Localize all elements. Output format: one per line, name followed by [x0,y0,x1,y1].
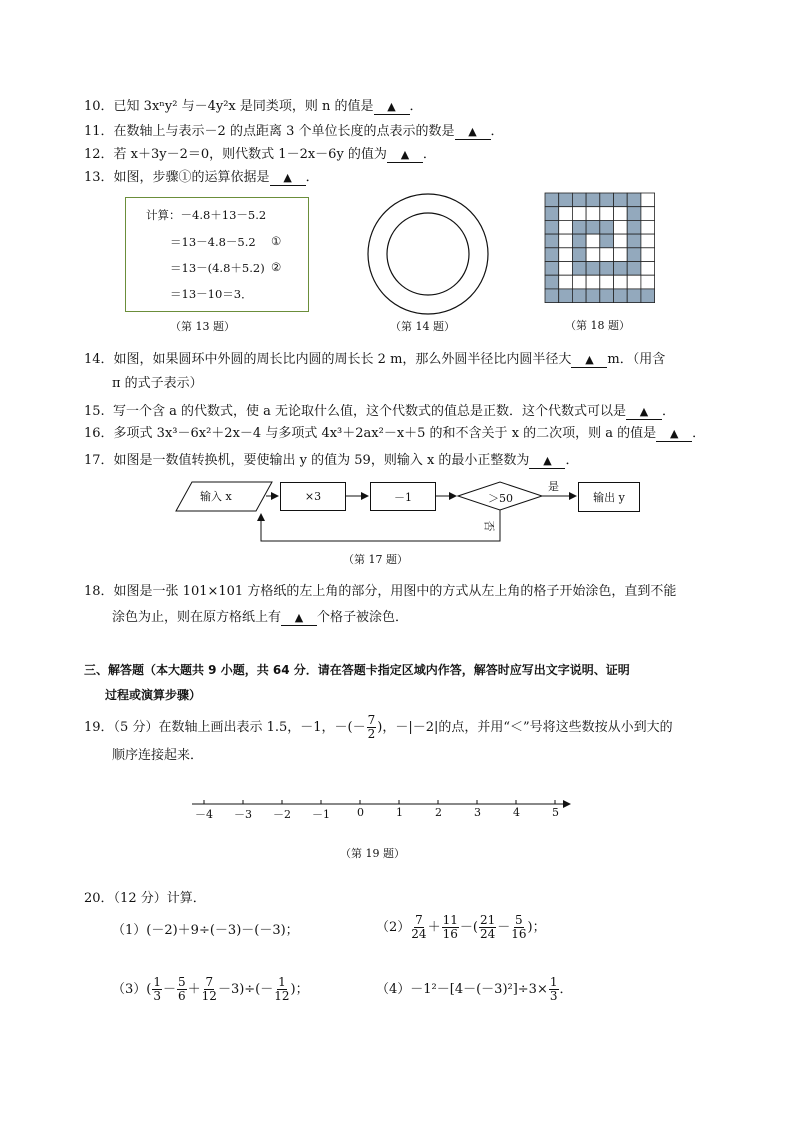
answer-blank: ▲ [626,405,662,420]
number-line-label: 2 [435,806,442,819]
question-18-cont: 涂色为止，则在原方格纸上有 ▲ 个格子被涂色． [112,610,409,625]
grid-cell [559,289,573,303]
answer-blank: ▲ [656,427,692,442]
grid-cell [614,248,628,262]
number-line-label: 1 [396,806,403,819]
number-line-label: －4 [195,808,213,821]
grid-cell [600,234,614,248]
grid-cell [572,193,586,207]
grid-cell [545,193,559,207]
number-line-label: 4 [513,806,520,819]
flow-output: 输出 y [578,482,640,512]
grid-cell [627,193,641,207]
number-line-label: －2 [273,808,291,821]
grid-cell [545,207,559,221]
question-20: 20．（12 分）计算． [84,891,206,906]
caption-14: （第 14 题） [390,320,455,333]
grid-cell [572,207,586,221]
grid-cell [572,275,586,289]
answer-blank: ▲ [270,171,306,186]
grid-cell [627,234,641,248]
grid-cell [559,234,573,248]
grid-cell [627,275,641,289]
number-line-label: －1 [312,808,330,821]
number-line-label: 5 [552,806,559,819]
grid-cell [614,193,628,207]
grid-cell [586,234,600,248]
grid-cell [641,289,655,303]
question-12: 12．若 x＋3y－2＝0，则代数式 1－2x－6y 的值为 ▲ ． [84,147,436,162]
question-19-cont: 顺序连接起来． [112,748,204,763]
grid-cell [641,234,655,248]
flow-condition: ＞50 [488,492,513,505]
grid-cell [600,193,614,207]
answer-blank: ▲ [571,353,607,368]
calc-line-2: ＝13－4.8－5.2 [170,235,256,249]
calc-line-1: 计算：－4.8＋13－5.2 [146,208,267,222]
grid-cell [641,207,655,221]
grid-cell [627,262,641,276]
grid-cell [614,289,628,303]
grid-cell [600,207,614,221]
grid-cell [586,220,600,234]
question-17: 17．如图是一数值转换机，要使输出 y 的值为 59，则输入 x 的最小正整数为 ▲ ． [84,453,579,468]
part-3: （3）( $\frac{1}{3}$ － $\frac{5}{6}$ ＋ $\frac{7}{12}$ －3)÷(－ $\frac{1}{12}$ )； [112,975,309,1003]
question-14: 14．如图，如果圆环中外圆的周长比内圆的周长长 2 m，那么外圆半径比内圆半径大 ▲ m．（用含 [84,352,666,367]
answer-blank: ▲ [281,611,317,626]
caption-17: （第 17 题） [343,553,408,566]
grid-cell [545,275,559,289]
grid-cell [614,275,628,289]
grid-cell [545,234,559,248]
grid-cell [600,262,614,276]
grid-cell [586,289,600,303]
grid-cell [586,248,600,262]
answer-blank: ▲ [455,125,491,140]
question-11: 11．在数轴上与表示－2 的点距离 3 个单位长度的点表示的数是 ▲ ． [84,124,504,139]
grid-figure [544,192,656,304]
answer-blank: ▲ [387,148,423,163]
part-2: （2） $\frac{7}{24}$ ＋ $\frac{11}{16}$ －( $\frac{21}{24}$ － $\frac{5}{16}$ )； [376,913,546,941]
grid-cell [559,248,573,262]
grid-cell [545,248,559,262]
question-13: 13．如图，步骤①的运算依据是 ▲ ． [84,170,319,185]
grid-cell [614,207,628,221]
grid-cell [641,275,655,289]
grid-cell [600,220,614,234]
grid-cell [559,262,573,276]
step-1-mark: ① [271,234,282,248]
grid-cell [545,289,559,303]
grid-cell [627,207,641,221]
question-16: 16．多项式 3x³－6x²＋2x－4 与多项式 4x³＋2ax²－x＋5 的和不含关于 x 的二次项，则 a 的值是 ▲ ． [84,426,706,441]
grid-cell [559,207,573,221]
grid-cell [627,248,641,262]
number-line-label: 3 [474,806,481,819]
caption-18: （第 18 题） [565,319,630,332]
grid-cell [572,248,586,262]
grid-cell [641,262,655,276]
grid-cell [614,234,628,248]
grid-cell [572,262,586,276]
flow-multiply: ×3 [280,482,346,511]
section-3-title-cont: 过程或演算步骤） [105,688,202,702]
grid-cell [586,207,600,221]
question-19: 19．（5 分）在数轴上画出表示 1.5，－1，－(－ $\frac{7}{2}$ )，－|－2|的点，并用“＜”号将这些数按从小到大的 [84,713,673,741]
grid-cell [614,220,628,234]
answer-blank: ▲ [374,100,410,115]
grid-cell [559,220,573,234]
grid-cell [572,289,586,303]
grid-cell [586,193,600,207]
caption-19: （第 19 题） [340,847,405,860]
question-10: 10．已知 3xⁿy² 与－4y²x 是同类项，则 n 的值是 ▲ ． [84,99,423,114]
part-4: （4）－1²－[4－(－3)²]÷3× $\frac{1}{3}$ ． [376,975,573,1003]
question-18: 18．如图是一张 101×101 方格纸的左上角的部分，用图中的方式从左上角的格子开始涂色，直到不能 [84,584,677,599]
grid-cell [627,289,641,303]
calc-line-3: ＝13－(4.8＋5.2) [170,261,265,275]
grid-cell [641,193,655,207]
question-15: 15. 写一个含 a 的代数式，使 a 无论取什么值，这个代数式的值总是正数．这个代数式可以是 ▲ ． [84,404,675,419]
grid-cell [641,220,655,234]
question-14-cont: π 的式子表示） [112,376,203,391]
grid-cell [559,275,573,289]
grid-cell [559,193,573,207]
grid-cell [586,262,600,276]
grid-cell [614,262,628,276]
grid-cell [545,220,559,234]
grid-cell [600,248,614,262]
grid-cell [572,220,586,234]
grid-cell [545,262,559,276]
grid-cell [641,248,655,262]
flow-yes: 是 [548,480,559,493]
calc-line-4: ＝13－10＝3． [170,287,253,301]
number-line-label: －3 [234,808,252,821]
step-2-mark: ② [271,260,282,274]
caption-13: （第 13 题） [170,320,235,333]
number-line-label: 0 [357,806,364,819]
flow-no: 否 [482,520,496,532]
grid-cell [572,234,586,248]
part-1: （1）(－2)＋9÷(－3)－(－3)； [112,923,299,938]
grid-cell [586,275,600,289]
grid-cell [600,275,614,289]
section-3-title: 三、解答题（本大题共 9 小题，共 64 分．请在答题卡指定区域内作答，解答时应写出文字说明、证明 [84,663,630,677]
flow-input: 输入 x [200,490,232,503]
answer-blank: ▲ [529,454,565,469]
grid-cell [627,220,641,234]
ring-figure [365,191,491,317]
grid-cell [600,289,614,303]
flow-subtract: －1 [370,482,436,511]
